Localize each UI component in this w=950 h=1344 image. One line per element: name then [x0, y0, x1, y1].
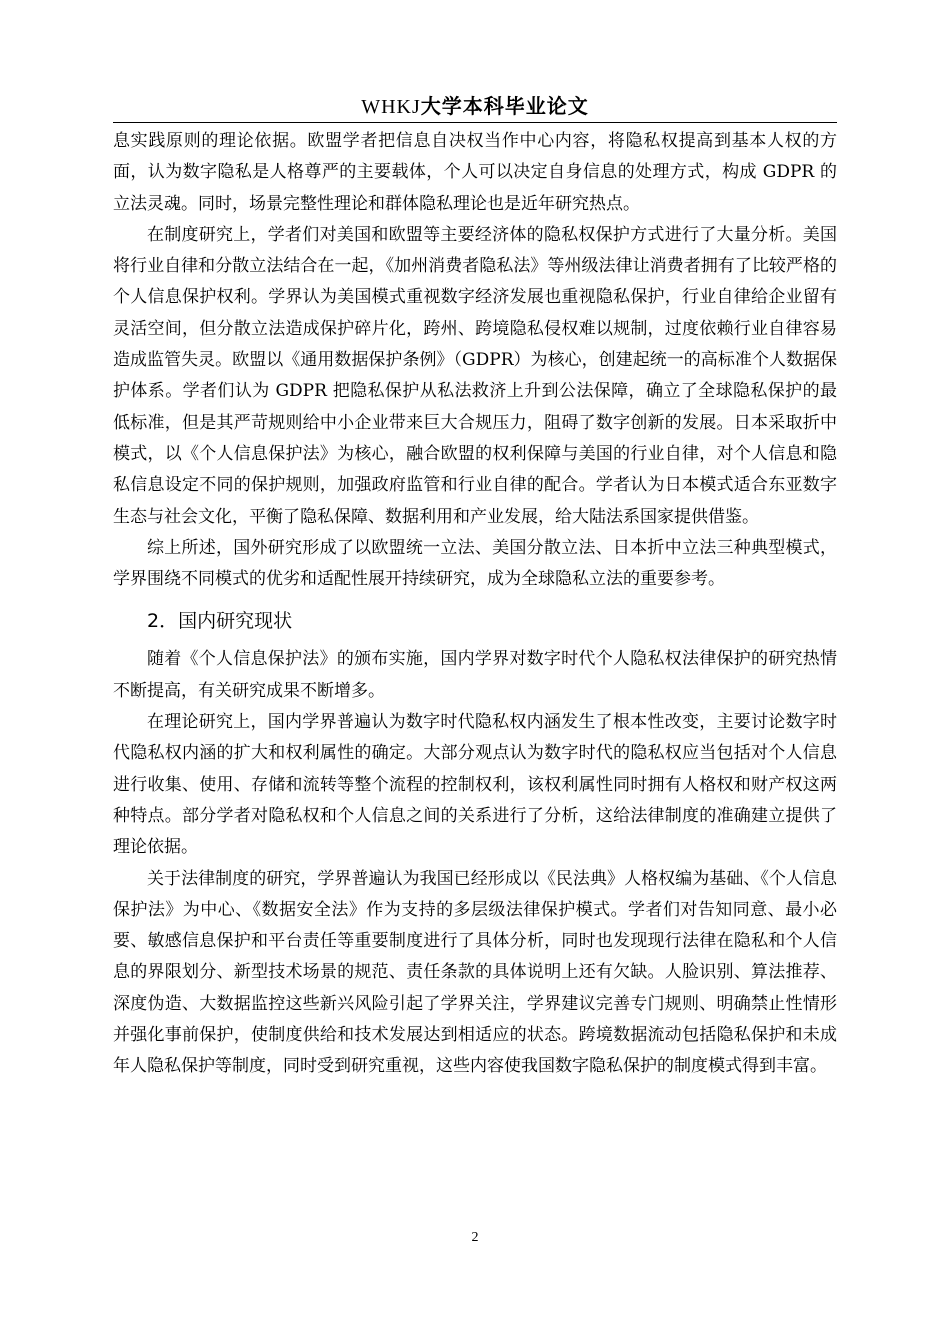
header-title: 大学本科毕业论文: [420, 94, 589, 118]
paragraph-domestic-theory: 在理论研究上，国内学界普遍认为数字时代隐私权内涵发生了根本性改变，主要讨论数字时代隐私权内涵的扩大和权利属性的确定。大部分观点认为数字时代的隐私权应当包括对个人信息进行收集、使用、存储和流转等整个流程的控制权利，该权利属性同时拥有人格权和财产权这两种特点。部分学者对隐私权和个人信息之间的关系进行了分析，这给法律制度的准确建立提供了理论依据。: [113, 712, 837, 858]
paragraph-institutional-research: 在制度研究上，学者们对美国和欧盟等主要经济体的隐私权保护方式进行了大量分析。美国将行业自律和分散立法结合在一起，《加州消费者隐私法》等州级法律让消费者拥有了比较严格的个人信息保护权利。学界认为美国模式重视数字经济发展也重视隐私保护，行业自律给企业留有灵活空间，但分散立法造成保护碎片化，跨州、跨境隐私侵权难以规制，过度依赖行业自律容易造成监管失灵。欧盟以《通用数据保护条例》（GDPR）为核心，创建起统一的高标准个人数据保护体系。学者们认为 GDPR 把隐私保护从私法救济上升到公法保障，确立了全球隐私保护的最低标准，但是其严苛规则给中小企业带来巨大合规压力，阻碍了数字创新的发展。日本采取折中模式，以《个人信息保护法》为核心，融合欧盟的权利保障与美国的行业自律，对个人信息和隐私信息设定不同的保护规则，加强政府监管和行业自律的配合。学者认为日本模式适合东亚数字生态与社会文化，平衡了隐私保障、数据利用和产业发展，给大陆法系国家提供借鉴。: [113, 224, 837, 527]
paragraph-domestic-legal: 关于法律制度的研究，学界普遍认为我国已经形成以《民法典》人格权编为基础、《个人信息保护法》为中心、《数据安全法》作为支持的多层级法律保护模式。学者们对告知同意、最小必要、敏感信息保护和平台责任等重要制度进行了具体分析，同时也发现现行法律在隐私和个人信息的界限划分、新型技术场景的规范、责任条款的具体说明上还有欠缺。人脸识别、算法推荐、深度伪造、大数据监控这些新兴风险引起了学界关注，学界建议完善专门规则、明确禁止性情形并强化事前保护，使制度供给和技术发展达到相适应的状态。跨境数据流动包括隐私保护和未成年人隐私保护等制度，同时受到研究重视，这些内容使我国数字隐私保护的制度模式得到丰富。: [113, 868, 837, 1077]
paragraph-domestic-intro: 随着《个人信息保护法》的颁布实施，国内学界对数字时代个人隐私权法律保护的研究热情不断提高，有关研究成果不断增多。: [113, 649, 837, 701]
section-heading: 2．国内研究现状: [147, 610, 293, 633]
header-rule: [113, 122, 837, 123]
page-body: [113, 126, 837, 1083]
page-number: 2: [471, 1230, 479, 1245]
paragraph-continuation: 息实践原则的理论依据。欧盟学者把信息自决权当作中心内容，将隐私权提高到基本人权的方面，认为数字隐私是人格尊严的主要载体，个人可以决定自身信息的处理方式，构成 GDPR 的立法灵魂。同时，场景完整性理论和群体隐私理论也是近年研究热点。: [113, 131, 837, 214]
header-school-code: WHKJ: [361, 96, 421, 118]
page-header: [113, 92, 837, 121]
paragraph-summary: 综上所述，国外研究形成了以欧盟统一立法、美国分散立法、日本折中立法三种典型模式，学界围绕不同模式的优劣和适配性展开持续研究，成为全球隐私立法的重要参考。: [113, 537, 837, 590]
